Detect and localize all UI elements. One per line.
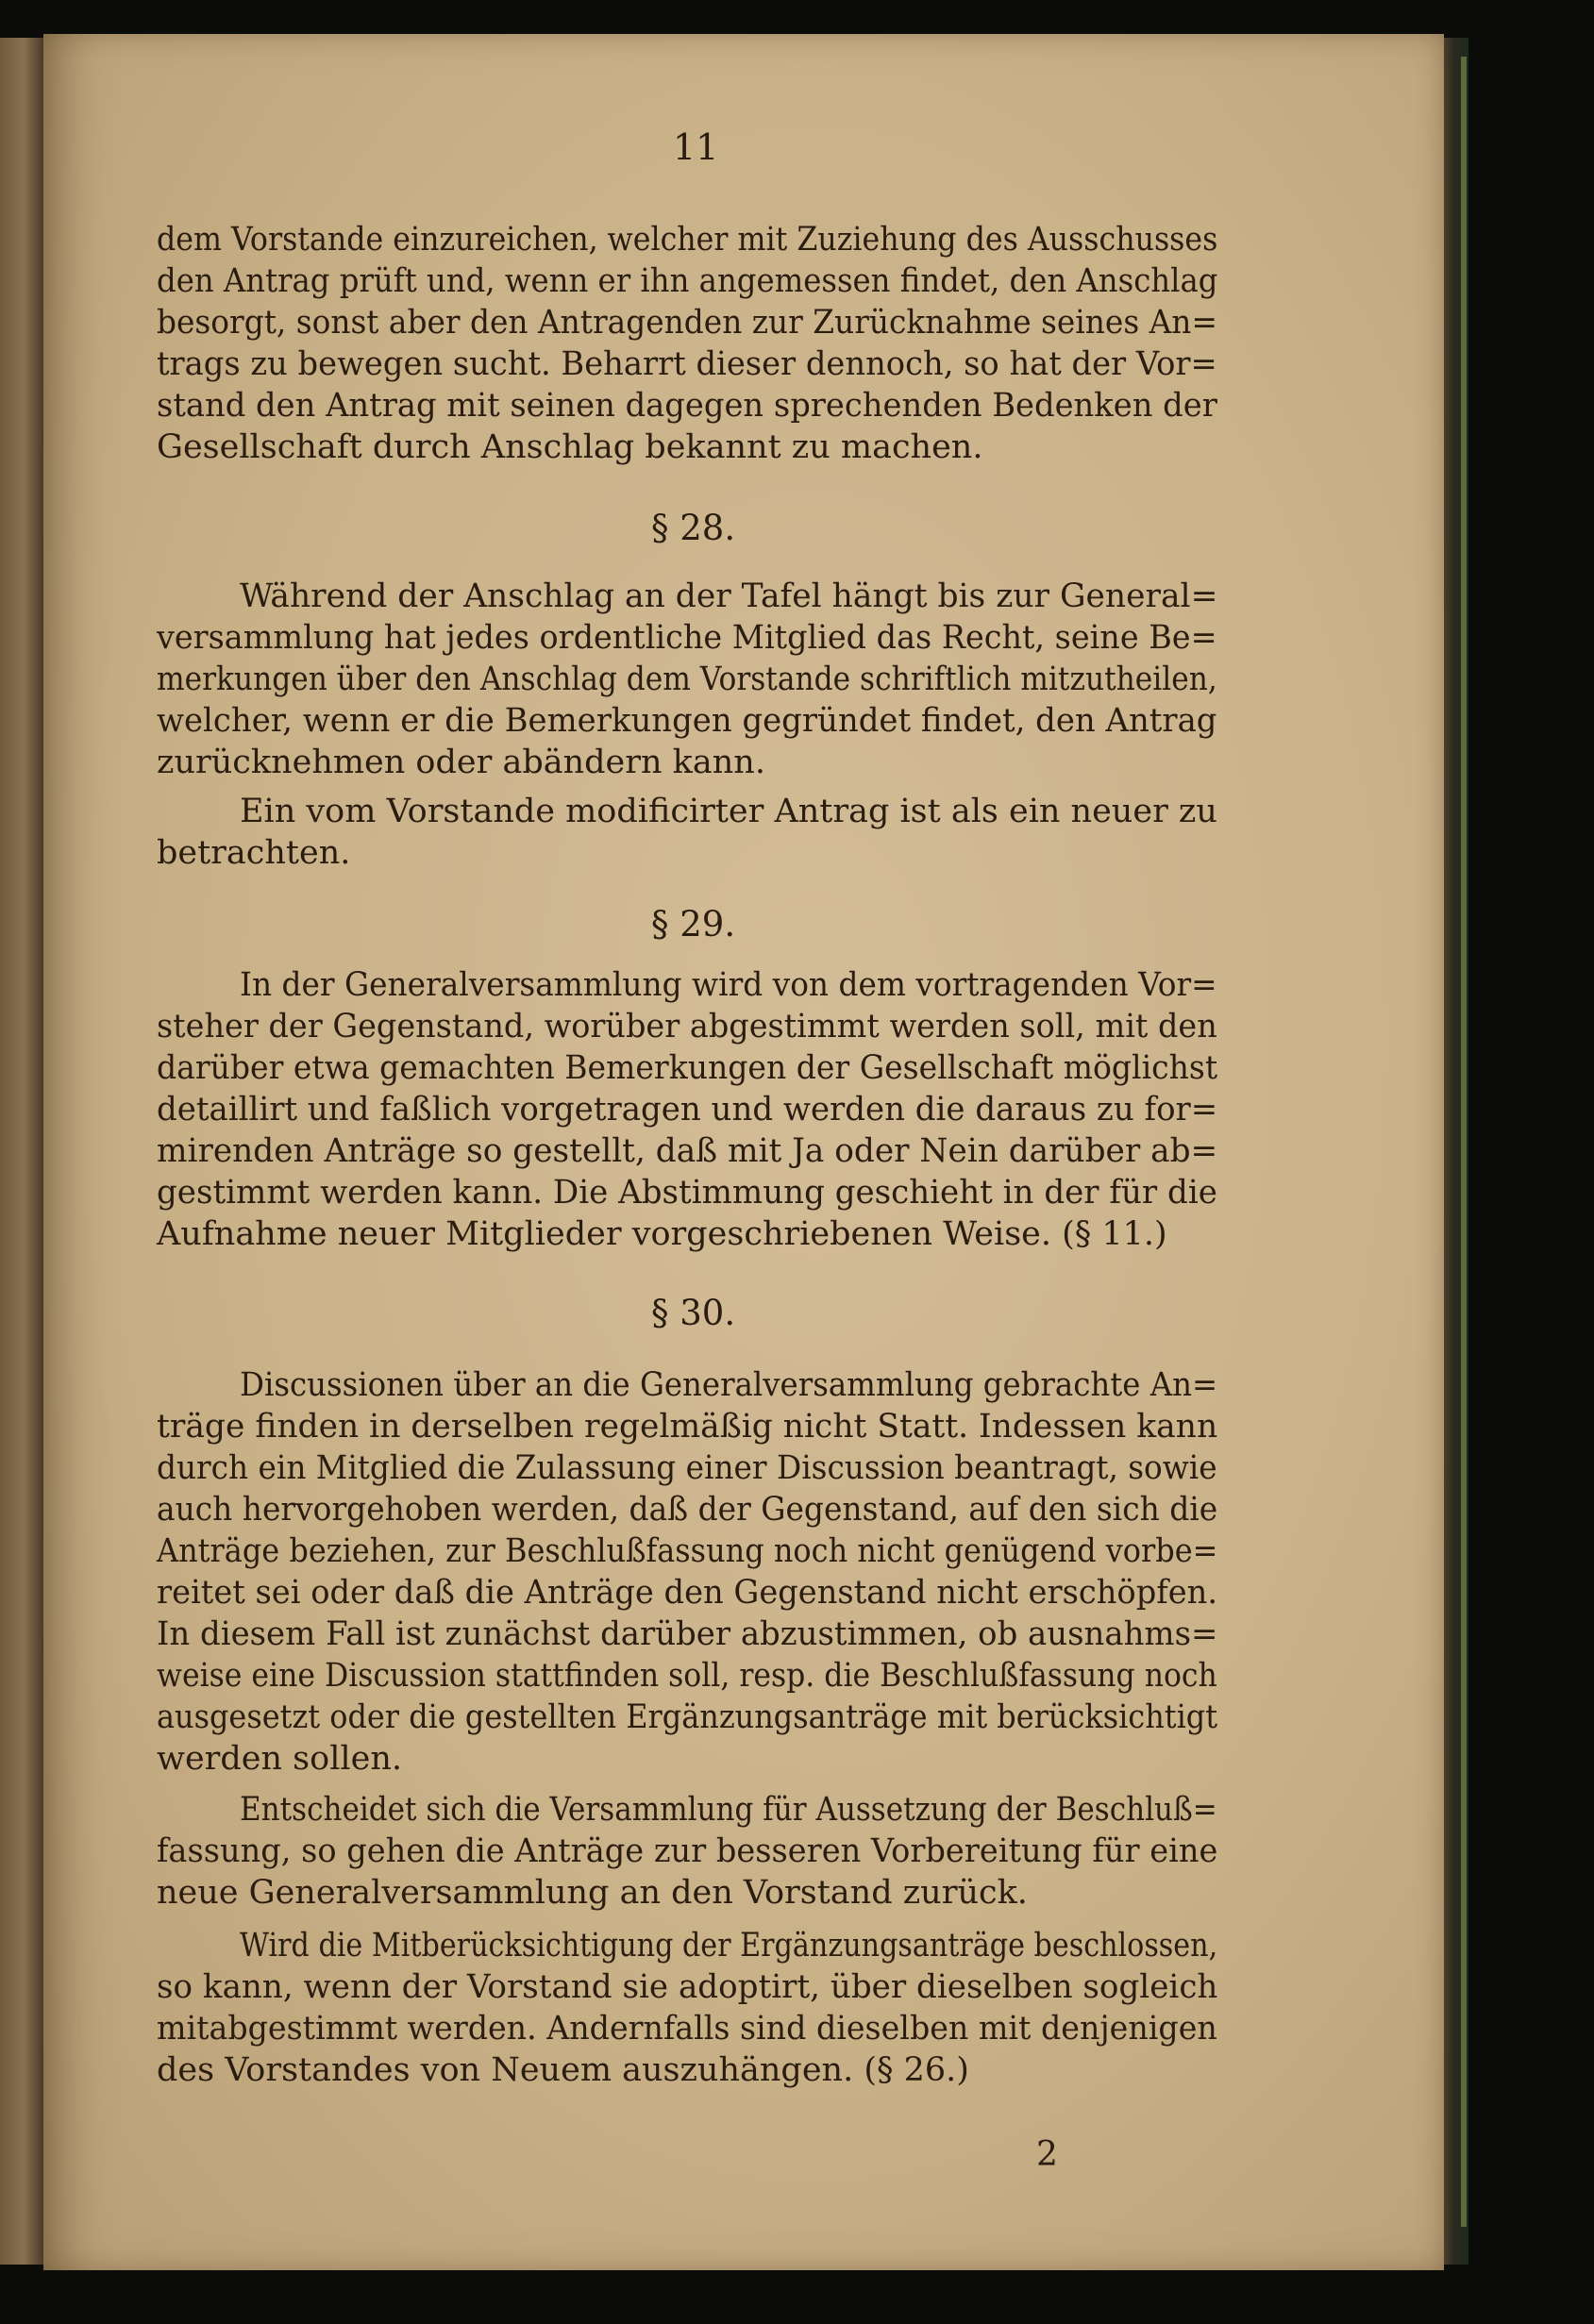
text-line: Discussionen über an die Generalversammlung gebrachte An= [240,1366,1218,1404]
text-line: so kann, wenn der Vorstand sie adoptirt, über dieselben sogleich [157,1968,1218,2006]
text-line: welcher, wenn er die Bemerkungen gegründet findet, den Antrag [157,702,1217,740]
section-heading: § 29. [651,904,736,945]
text-line: Wird die Mitberücksichtigung der Ergänzungsanträge beschlossen, [240,1927,1218,1965]
text-line: merkungen über den Anschlag dem Vorstande schriftlich mitzutheilen, [157,660,1217,698]
text-line: durch ein Mitglied die Zulassung einer Discussion beantragt, sowie [157,1449,1217,1487]
cover-binding-strip [1461,57,1467,2227]
text-line: Ein vom Vorstande modificirter Antrag ist als ein neuer zu [240,793,1217,830]
text-line: In diesem Fall ist zunächst darüber abzustimmen, ob ausnahms= [157,1615,1218,1653]
text-line: mirenden Anträge so gestellt, daß mit Ja oder Nein darüber ab= [157,1132,1218,1170]
text-line: detaillirt und faßlich vorgetragen und werden die daraus zu for= [157,1091,1218,1129]
text-line: besorgt, sonst aber den Antragenden zur Zurücknahme seines An= [157,304,1217,342]
text-line: neue Generalversammlung an den Vorstand zurück. [157,1874,1028,1912]
text-line: träge finden in derselben regelmäßig nicht Statt. Indessen kann [157,1408,1218,1446]
text-line: reitet sei oder daß die Anträge den Gegenstand nicht erschöpfen. [157,1574,1218,1612]
text-line: zurücknehmen oder abändern kann. [157,744,765,781]
text-line: ausgesetzt oder die gestellten Ergänzungsanträge mit berücksichtigt [157,1698,1218,1736]
text-line: mitabgestimmt werden. Andernfalls sind dieselben mit denjenigen [157,2010,1217,2048]
text-line: trags zu bewegen sucht. Beharrt dieser dennoch, so hat der Vor= [157,345,1217,383]
text-line: Anträge beziehen, zur Beschlußfassung noch nicht genügend vorbe= [157,1532,1218,1570]
text-line: darüber etwa gemachten Bemerkungen der Gesellschaft möglichst [157,1049,1218,1087]
text-line: Aufnahme neuer Mitglieder vorgeschriebenen Weise. (§ 11.) [157,1215,1167,1253]
text-line: werden sollen. [157,1740,402,1778]
text-line: Gesellschaft durch Anschlag bekannt zu machen. [157,428,983,466]
text-line: des Vorstandes von Neuem auszuhängen. (§ 26.) [157,2051,969,2089]
page-number: 11 [673,126,719,168]
text-line: auch hervorgehoben werden, daß der Gegenstand, auf den sich die [157,1491,1218,1529]
previous-page-edge [0,38,43,2265]
text-line: betrachten. [157,834,351,872]
text-line: fassung, so gehen die Anträge zur besseren Vorbereitung für eine [157,1832,1218,1870]
text-line: gestimmt werden kann. Die Abstimmung geschieht in der für die [157,1174,1217,1212]
text-line: weise eine Discussion stattfinden soll, resp. die Beschlußfassung noch [157,1657,1217,1695]
text-line: dem Vorstande einzureichen, welcher mit Zuziehung des Ausschusses [157,221,1218,259]
text-line: Während der Anschlag an der Tafel hängt bis zur General= [240,577,1218,615]
text-line: steher der Gegenstand, worüber abgestimmt werden soll, mit den [157,1008,1217,1045]
section-heading: § 30. [651,1293,736,1333]
signature-mark: 2 [1036,2135,1058,2174]
text-line: den Antrag prüft und, wenn er ihn angemessen findet, den Anschlag [157,262,1218,300]
text-line: In der Generalversammlung wird von dem vortragenden Vor= [240,966,1217,1004]
text-line: stand den Antrag mit seinen dagegen sprechenden Bedenken der [157,387,1217,425]
text-line: versammlung hat jedes ordentliche Mitglied das Recht, seine Be= [157,619,1217,657]
section-heading: § 28. [651,508,736,548]
text-line: Entscheidet sich die Versammlung für Aussetzung der Beschluß= [240,1791,1217,1829]
